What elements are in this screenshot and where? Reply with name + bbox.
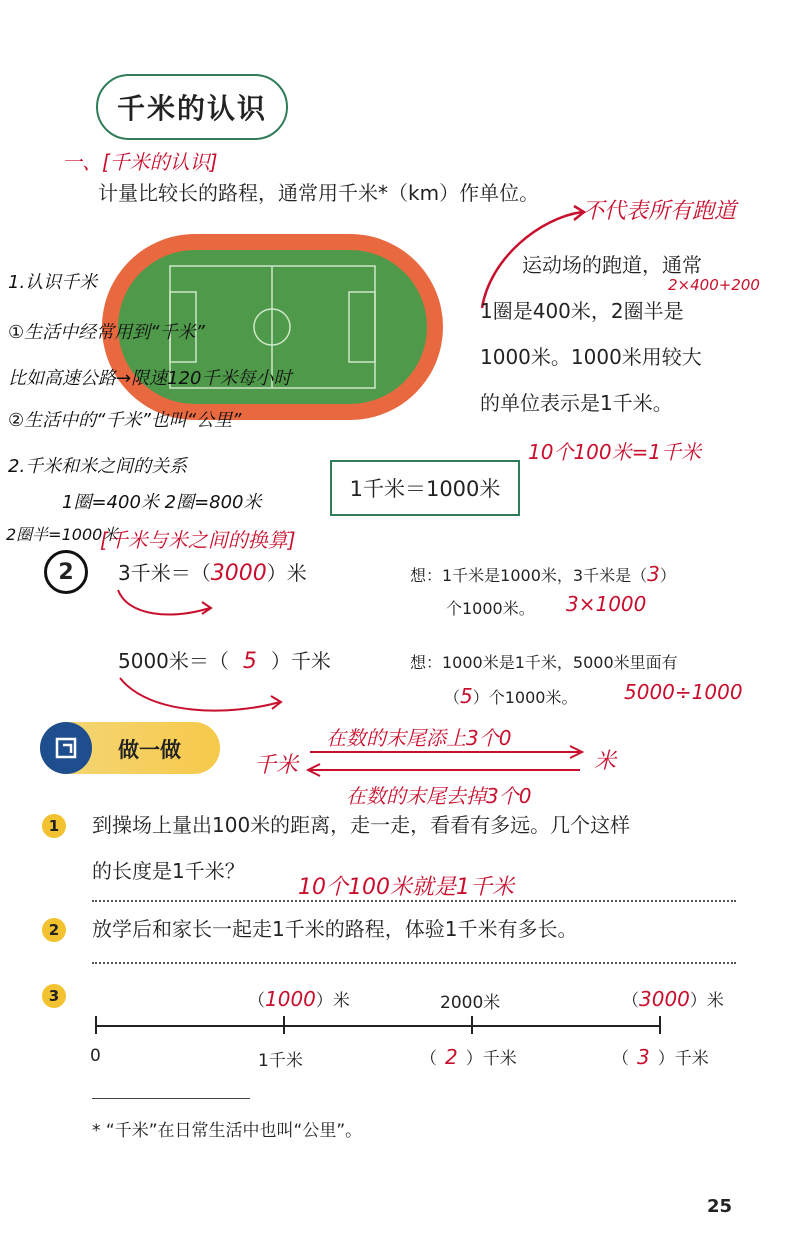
- arrow-note-top: 在数的末尾添上3个0: [326, 726, 512, 750]
- stadium-line-3: 1000米。1000米用较大: [480, 345, 702, 369]
- conversion-arrows: [300, 744, 592, 780]
- practice-icon: [40, 722, 92, 774]
- ten-hundred-note: 10个100米=1千米: [528, 440, 702, 464]
- q3-top-label-3-pre: （: [622, 991, 639, 1011]
- q3-number: 3: [42, 984, 66, 1008]
- q3-top-label-1-pre: （: [248, 991, 265, 1011]
- q3-bottom-label-3-post: ）千米: [657, 1049, 709, 1069]
- left-note-3: 比如高速公路→限速120千米每小时: [8, 368, 292, 389]
- margin-note-run: 不代表所有跑道: [582, 199, 737, 224]
- q3-bottom-label-0: 0: [90, 1046, 101, 1066]
- left-note-7: 2圈半=1000米: [6, 525, 119, 544]
- example-number: 2: [44, 550, 88, 594]
- think-1-note: 3×1000: [566, 592, 647, 616]
- think-1-answer: 3: [647, 562, 660, 586]
- q2-number: 2: [42, 918, 66, 942]
- footnote-rule: [92, 1098, 250, 1099]
- example-1-left: 3千米＝（: [118, 561, 211, 585]
- q3-bottom-label-3-pre: （: [612, 1049, 629, 1069]
- q1-answer-line: [92, 900, 736, 902]
- q3-top-label-1: [248, 986, 350, 1011]
- q3-bottom-label-3: [612, 1044, 709, 1069]
- q1-answer: 10个100米就是1千米: [298, 875, 514, 900]
- number-line: [92, 1012, 666, 1036]
- q3-top-label-3-answer: 3000: [639, 987, 690, 1011]
- example-2-right: ）千米: [270, 649, 331, 673]
- q3-bottom-label-2-answer: 2: [445, 1045, 458, 1069]
- think-2-text-a: （: [444, 688, 461, 707]
- think-2-text-b: ）个1000米。: [472, 688, 578, 707]
- practice-label: 做一做: [118, 738, 181, 762]
- q1-line2: 的长度是1千米？: [92, 859, 245, 883]
- example-1-arrow: [110, 586, 220, 626]
- lesson-title: 千米的认识: [96, 74, 288, 140]
- q2-answer-line: [92, 962, 736, 964]
- stadium-line-4: 的单位表示是1千米。: [480, 391, 673, 415]
- q3-top-label-1-answer: 1000: [265, 987, 316, 1011]
- arrow-note-left: 千米: [254, 753, 299, 778]
- q3-bottom-label-2-post: ）千米: [465, 1049, 517, 1069]
- example-1: [118, 558, 307, 589]
- think-1-text-b: ）: [659, 566, 676, 585]
- intro-text: 计量比较长的路程，通常用千米*（km）作单位。: [98, 181, 540, 205]
- calc-note: 2×400+200: [668, 276, 760, 294]
- left-note-4: ②生活中的“千米”也叫“公里”: [8, 410, 242, 431]
- think-2-line2: [444, 684, 577, 708]
- q2-text: 放学后和家长一起走1千米的路程，体验1千米有多长。: [92, 917, 578, 941]
- example-2-left: 5000米＝（: [118, 649, 229, 673]
- q3-bottom-label-2: [420, 1044, 517, 1069]
- stadium-line-1: 运动场的跑道，通常: [522, 253, 702, 277]
- think-2-note: 5000÷1000: [624, 680, 743, 704]
- think-2-answer: 5: [460, 684, 473, 708]
- q3-top-label-3: [622, 986, 724, 1011]
- think-1: [410, 562, 676, 586]
- q3-top-label-2: 2000米: [440, 993, 501, 1013]
- arrow-note-right: 米: [594, 749, 617, 774]
- section1-note: 一、[千米的认识]: [62, 150, 218, 174]
- example-2-answer: 5: [242, 649, 257, 674]
- q3-bottom-label-3-answer: 3: [637, 1045, 650, 1069]
- footnote: * “千米”在日常生活中也叫“公里”。: [92, 1121, 363, 1141]
- section2-note: [千米与米之间的换算]: [100, 528, 296, 552]
- left-note-6: 1圈=400米 2圈=800米: [62, 492, 262, 513]
- stadium-line-2: 1圈是400米，2圈半是: [480, 299, 684, 323]
- left-note-2: ①生活中经常用到“千米”: [8, 322, 205, 343]
- left-note-1: 1.认识千米: [8, 272, 98, 293]
- q3-bottom-label-1: 1千米: [258, 1051, 303, 1071]
- q3-bottom-label-2-pre: （: [420, 1049, 437, 1069]
- page-number: 25: [706, 1196, 732, 1217]
- example-1-right: ）米: [266, 561, 307, 585]
- arrow-note-bottom: 在数的末尾去掉3个0: [346, 784, 532, 808]
- q3-top-label-3-post: ）米: [689, 991, 724, 1011]
- left-note-5: 2.千米和米之间的关系: [8, 456, 188, 477]
- q1-number: 1: [42, 814, 66, 838]
- example-1-answer: 3000: [210, 561, 267, 586]
- think-1-line2: 个1000米。: [446, 599, 535, 618]
- q3-top-label-1-post: ）米: [315, 991, 350, 1011]
- q1-line1: 到操场上量出100米的距离，走一走，看看有多远。几个这样: [92, 813, 631, 837]
- formula-box: 1千米＝1000米: [330, 460, 520, 516]
- example-2-arrow: [110, 672, 290, 722]
- think-2-line1: 想：1000米是1千米，5000米里面有: [410, 653, 678, 672]
- think-1-text-a: 想：1千米是1000米，3千米是（: [410, 566, 648, 585]
